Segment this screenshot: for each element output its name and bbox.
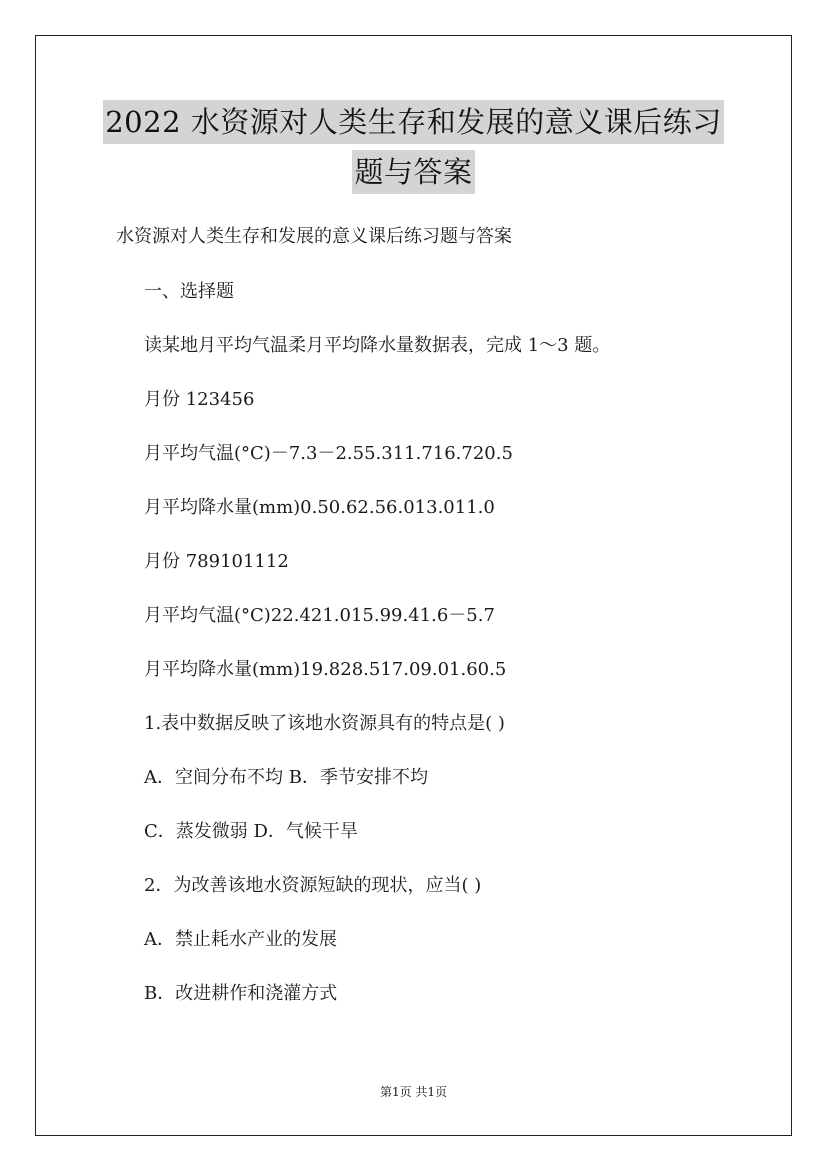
document-subtitle: 水资源对人类生存和发展的意义课后练习题与答案: [116, 226, 512, 247]
page-footer: 第1页 共1页: [379, 1085, 448, 1099]
temperature-row-2: 月平均气温(°C)22.421.015.99.41.6－5.7: [144, 605, 495, 626]
temperature-row-1: 月平均气温(°C)－7.3－2.55.311.716.720.5: [144, 443, 513, 464]
question-1: 1.表中数据反映了该地水资源具有的特点是( ): [144, 713, 505, 734]
intro-paragraph: 读某地月平均气温柔月平均降水量数据表，完成 1～3 题。: [144, 335, 611, 356]
title-line-1: 2022 水资源对人类生存和发展的意义课后练习: [103, 100, 724, 144]
section-heading: 一、选择题: [144, 281, 234, 302]
page-border: [35, 35, 792, 1136]
months-row-1: 月份 123456: [144, 389, 255, 410]
question-2-option-b: B．改进耕作和浇灌方式: [144, 983, 338, 1004]
question-1-options-cd: C．蒸发微弱 D．气候干旱: [144, 821, 358, 842]
document-title: [35, 100, 792, 194]
precipitation-row-1: 月平均降水量(mm)0.50.62.56.013.011.0: [144, 497, 495, 518]
question-1-options-ab: A．空间分布不均 B．季节安排不均: [144, 767, 428, 788]
question-2-option-a: A．禁止耗水产业的发展: [144, 929, 337, 950]
question-2: 2．为改善该地水资源短缺的现状，应当( ): [144, 875, 482, 896]
months-row-2: 月份 789101112: [144, 551, 289, 572]
precipitation-row-2: 月平均降水量(mm)19.828.517.09.01.60.5: [144, 659, 507, 680]
title-line-2: 题与答案: [352, 150, 474, 194]
